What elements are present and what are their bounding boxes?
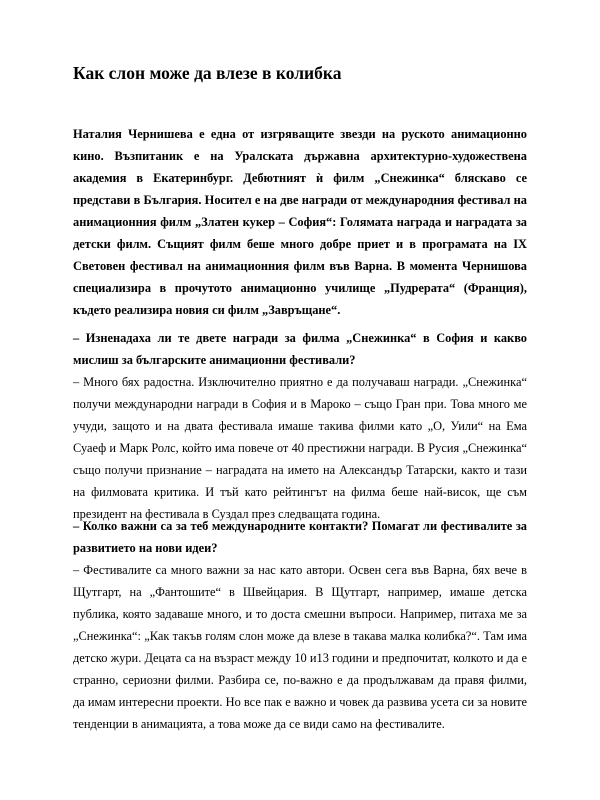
interview-question: – Изненадаха ли те двете награди за филма „Снежинка“ в София и какво мислиш за българските анимационни фестивали? (73, 331, 527, 367)
interview-answer: – Много бях радостна. Изключително приятно е да получаваш награди. „Снежинка“ получи международни награди в София и в Мароко – също Гран при. Това много ме учуди, защото и на двата фестивала имаше такива филми като „О, Уили“ на Ема Суаеф и Марк Ролс, който има повече от 40 престижни награди. В Русия „Снежинка“ също получи признание – наградата на името на Александър Татарски, както и тази на филмовата критика. И тъй като рейтингът на филма беше най-висок, ще съм президент на фестивала в Суздал през следващата година. (73, 375, 527, 521)
article-title: Как слон може да влезе в колибка (73, 63, 342, 83)
interview-answer: – Фестивалите са много важни за нас като автори. Освен сега във Варна, бях вече в Щутгарт, на „Фантошите“ в Швейцария. В Щутгарт, например, имаше детска публика, която задаваше много, и то доста смешни въпроси. Например, питаха ме за „Снежинка“: „Как такъв голям слон може да влезе в такава малка колибка?“. Там има детско жури. Децата са на възраст между 10 и13 години и предпочитат, колкото и да е странно, сериозни филми. Разбира се, по-важно е да продължавам да правя филми, да имам интересни проекти. Но все пак е важно и човек да развива усета си за новите тенденции в анимацията, а това може да се види само на фестивалите. (73, 563, 527, 731)
article-intro: Наталия Чернишева е една от изгряващите звезди на руското анимационно кино. Възпитаник е на Уралската държавна архитектурно-художествена академия в Екатеринбург. Дебютният ѝ филм „Снежинка“ бляскаво се представи в България. Носител е на две награди от международния фестивал на анимационния филм „Златен кукер – София“: Голямата награда и наградата за детски филм. Същият филм беше много добре приет и в програмата на IX Световен фестивал на анимационния филм във Варна. В момента Чернишова специализира в прочутото анимационно училище „Пудрерата“ (Франция), където реализира новия си филм „Завръщане“. (73, 127, 527, 317)
interview-question: – Колко важни са за теб международните контакти? Помагат ли фестивалите за развитието на нови идеи? (73, 519, 527, 555)
